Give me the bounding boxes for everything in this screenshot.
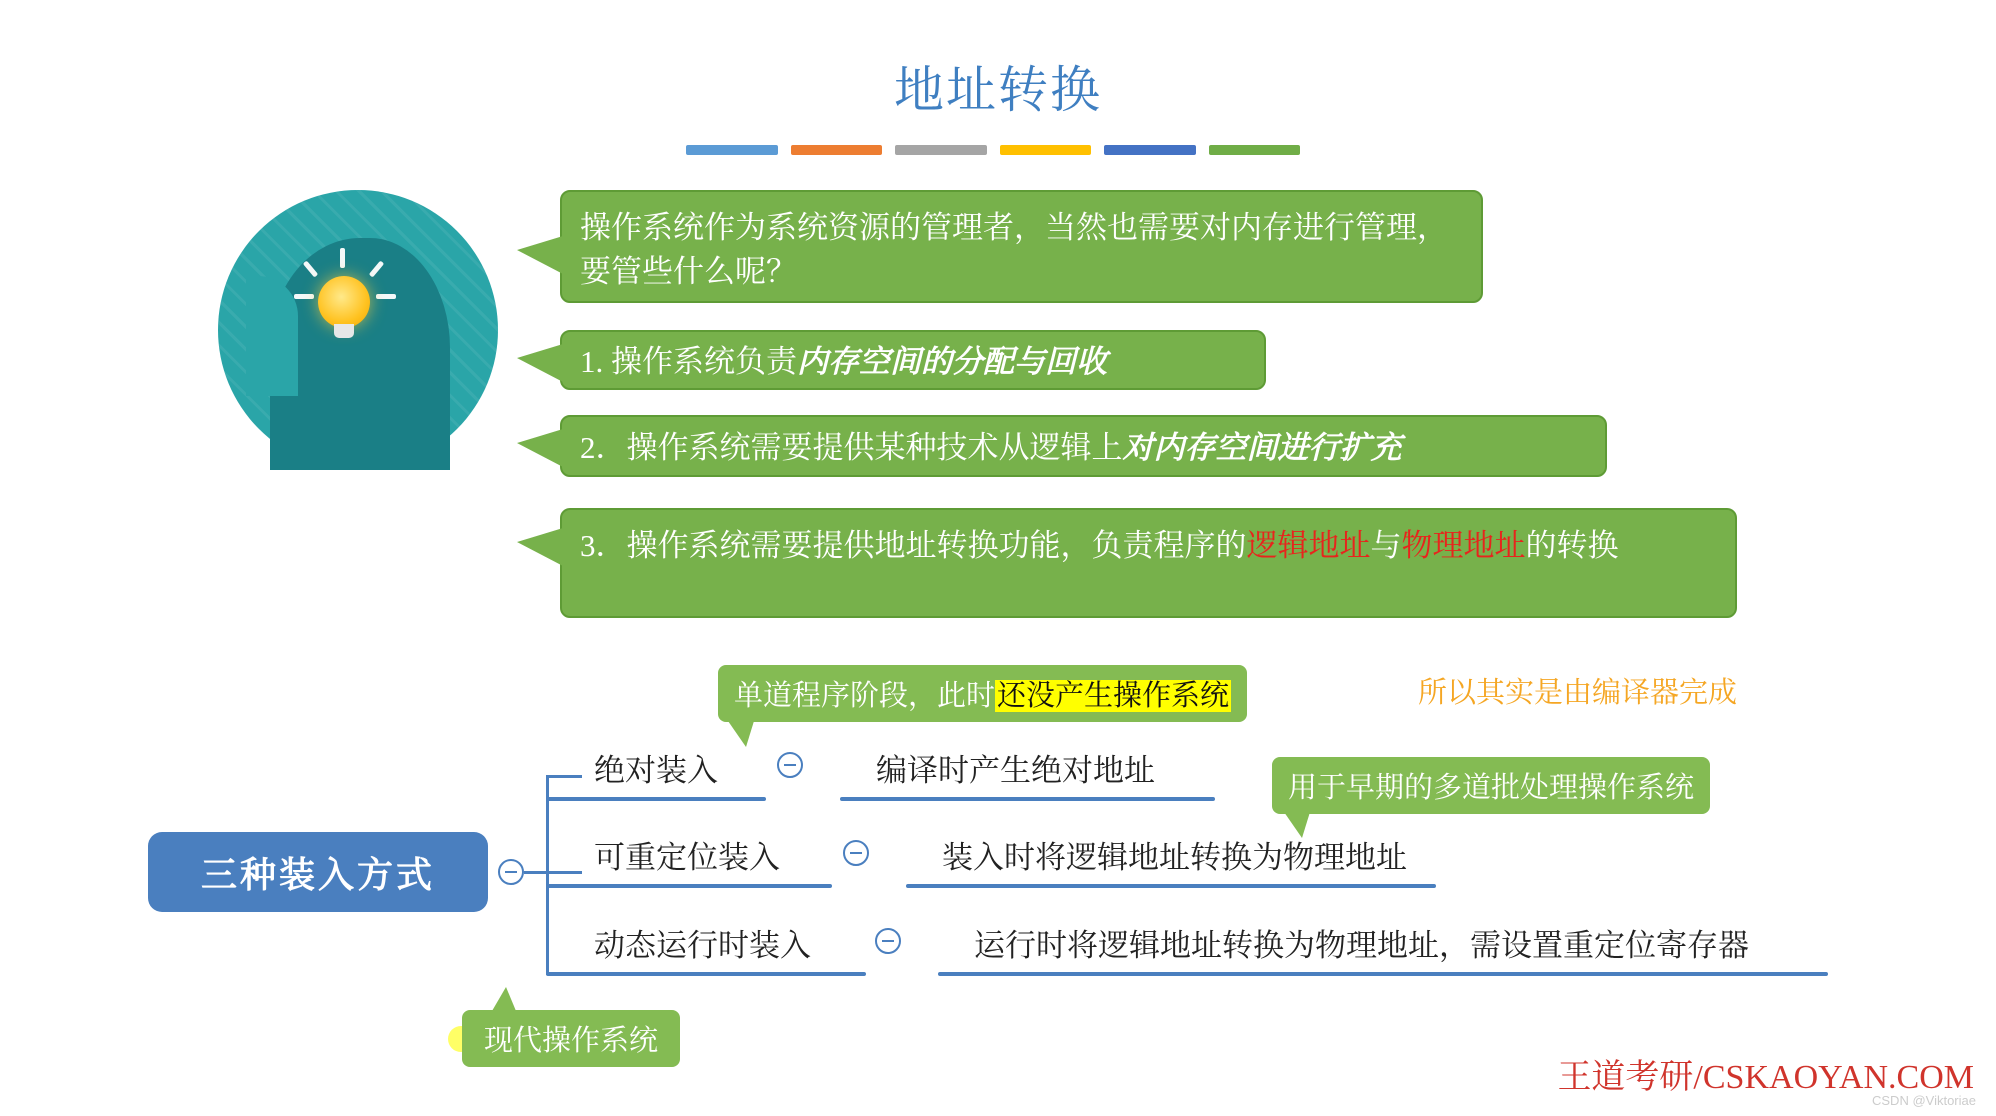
mindmap-branch-3-description[interactable]: 运行时将逻辑地址转换为物理地址，需设置重定位寄存器	[974, 928, 1749, 963]
head-face-cutout	[246, 276, 298, 396]
bulb-ray-4	[294, 294, 314, 299]
watermark-text: CSDN @Viktoriae	[1872, 1093, 1976, 1108]
mindmap-branch-3-description-underline	[938, 972, 1828, 976]
page-title: 地址转换	[894, 62, 1102, 118]
bulb-ray-5	[376, 294, 396, 299]
title-underline-bar-4	[1000, 145, 1092, 155]
mindmap-branch-2-label[interactable]: 可重定位装入	[594, 840, 780, 875]
annotation-compiler-note: 所以其实是由编译器完成	[1418, 677, 1738, 709]
mindmap-branch-3-label[interactable]: 动态运行时装入	[594, 928, 811, 963]
title-underline-bar-2	[791, 145, 883, 155]
annotation-modern-os-text: 现代操作系统	[484, 1025, 659, 1057]
callout-point-3-logical-address: 逻辑地址	[1246, 528, 1371, 563]
title-underline-bar-1	[686, 145, 778, 155]
mindmap-connector-branch-2	[546, 871, 582, 874]
callout-point-1-emphasis: 内存空间的分配与回收	[797, 344, 1107, 379]
lightbulb-base-icon	[334, 324, 354, 338]
annotation-single-program	[718, 665, 1247, 722]
mindmap-branch-3-underline	[546, 972, 866, 976]
thinking-head-illustration	[218, 190, 498, 470]
annotation-batch-os	[1272, 757, 1710, 814]
mindmap-branch-1-description-underline	[840, 797, 1215, 801]
mindmap-branch-2-underline	[546, 884, 832, 888]
callout-point-3-suffix: 的转换	[1525, 528, 1619, 563]
callout-point-3-physical-address: 物理地址	[1401, 528, 1526, 563]
title-underline-bar-5	[1104, 145, 1196, 155]
annotation-single-program-prefix: 单道程序阶段，此时	[734, 680, 996, 712]
callout-point-2	[560, 415, 1607, 477]
mindmap-root-collapse-toggle[interactable]	[498, 859, 524, 885]
mindmap-branch-2-collapse-toggle[interactable]	[843, 840, 869, 866]
mindmap-branch-1-collapse-toggle[interactable]	[777, 752, 803, 778]
annotation-single-program-highlight: 还没产生操作系统	[997, 680, 1230, 712]
annotation-single-program-tail	[728, 721, 754, 747]
callout-intro-tail	[517, 236, 563, 274]
footer-brand: 王道考研/CSKAOYAN.COM	[1557, 1059, 1974, 1096]
mindmap-branch-2-description[interactable]: 装入时将逻辑地址转换为物理地址	[942, 840, 1407, 875]
mindmap-connector-branch-1	[546, 775, 582, 778]
mindmap-connector-horizontal-root	[524, 871, 548, 874]
mindmap-branch-2-description-underline	[906, 884, 1436, 888]
mindmap-branch-1-underline	[546, 797, 766, 801]
callout-point-1-prefix: 1. 操作系统负责	[580, 344, 797, 379]
callout-intro	[560, 190, 1483, 303]
title-underline-bars	[686, 145, 1300, 155]
callout-point-3-conj: 与	[1370, 528, 1402, 563]
callout-point-2-emphasis: 对内存空间进行扩充	[1122, 430, 1402, 465]
callout-point-3-prefix: 3．操作系统需要提供地址转换功能，负责程序的	[580, 528, 1247, 563]
callout-point-1	[560, 330, 1266, 390]
callout-point-3	[560, 508, 1737, 618]
callout-point-3-tail	[517, 528, 563, 566]
title-underline-bar-6	[1209, 145, 1301, 155]
annotation-batch-os-text: 用于早期的多道批处理操作系统	[1288, 772, 1695, 804]
annotation-modern-os-tail	[492, 987, 516, 1011]
mindmap-branch-1-label[interactable]: 绝对装入	[594, 753, 718, 788]
title-underline-bar-3	[895, 145, 987, 155]
lightbulb-icon	[318, 276, 370, 328]
callout-point-2-tail	[517, 429, 563, 467]
callout-point-2-prefix: 2．操作系统需要提供某种技术从逻辑上	[580, 430, 1123, 465]
bulb-ray-1	[340, 248, 345, 268]
mindmap-branch-3-collapse-toggle[interactable]	[875, 928, 901, 954]
callout-intro-text: 操作系统作为系统资源的管理者，当然也需要对内存进行管理，要管些什么呢？	[580, 210, 1448, 290]
callout-point-1-tail	[517, 344, 563, 382]
mindmap-branch-1-description[interactable]: 编译时产生绝对地址	[876, 753, 1155, 788]
mindmap-connector-vertical	[546, 775, 549, 975]
annotation-modern-os	[462, 1010, 680, 1067]
mindmap-root-node[interactable]: 三种装入方式	[148, 832, 488, 912]
